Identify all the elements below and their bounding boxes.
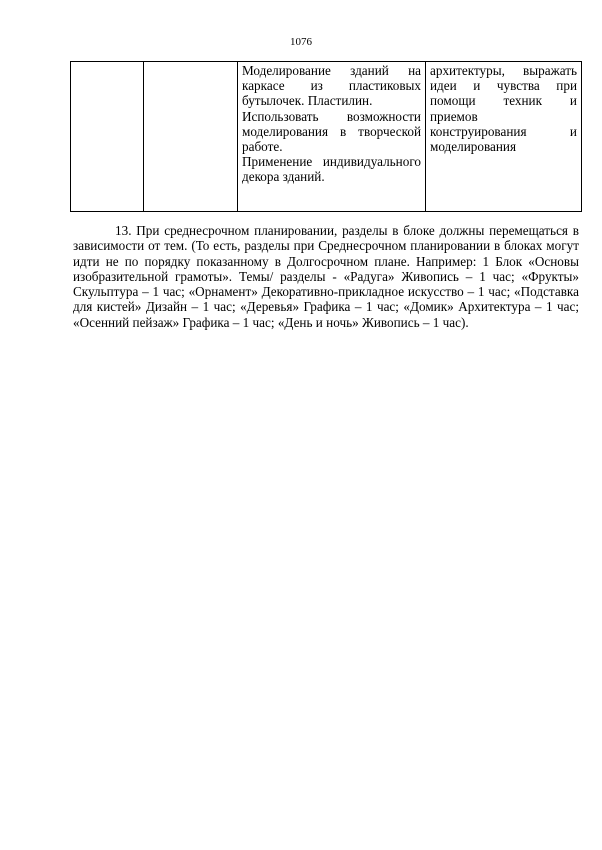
table-cell-col2 <box>144 62 238 212</box>
paragraph-text: 13. При среднесрочном планировании, разделы в блоке должны перемещаться в зависимости от тем. (То есть, разделы при Среднесрочном планировании в блоках могут идти не по порядку показанному в Долгосрочном плане. Например: 1 Блок «Основы изобразительной грамоты». Темы/ разделы - «Радуга» Живопись – 1 час; «Фрукты» Скульптура – 1 час; «Орнамент» Декоративно-прикладное искусство – 1 час; «Подставка для кистей» Дизайн – 1 час; «Деревья» Графика – 1 час; «Домик» Архитектура – 1 час; «Осенний пейзаж» Графика – 1 час; «День и ночь» Живопись – 1 час). <box>73 223 579 330</box>
table-row <box>71 62 582 212</box>
content-table <box>70 61 582 212</box>
cell-paragraph: Моделирование зданий на каркасе из пластиковых бутылочек. Пластилин. <box>242 63 421 109</box>
cell-paragraph: Применение индивидуального декора зданий. <box>242 154 421 185</box>
body-paragraph <box>73 223 579 330</box>
cell-paragraph: архитектуры, выражать идеи и чувства при помощи техник и приемов конструирования и моделирования <box>430 63 577 155</box>
table-cell-outcomes <box>426 62 582 212</box>
cell-paragraph: Использовать возможности моделирования в творческой работе. <box>242 108 421 155</box>
table-cell-activities <box>238 62 426 212</box>
page-number: 1076 <box>290 36 312 48</box>
table-cell-col1 <box>71 62 144 212</box>
